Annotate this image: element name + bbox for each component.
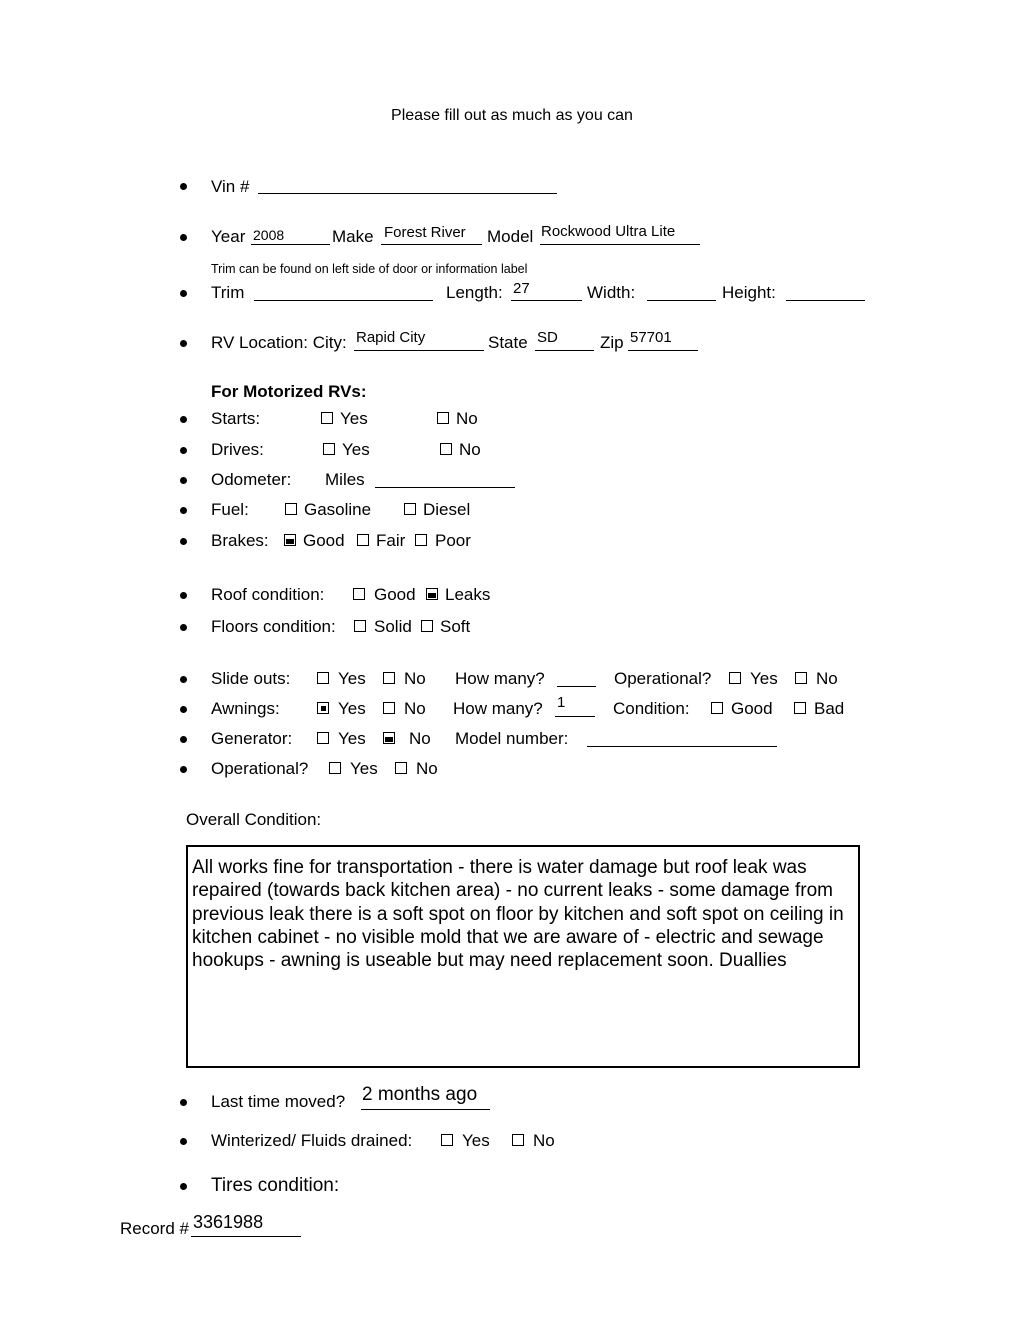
drives-yes-label: Yes bbox=[342, 440, 370, 459]
width-field[interactable] bbox=[647, 300, 716, 301]
awnings-no-label: No bbox=[404, 699, 426, 718]
slideouts-op-yes-label: Yes bbox=[750, 669, 778, 688]
state-field[interactable] bbox=[535, 350, 594, 351]
make-value: Forest River bbox=[384, 224, 466, 241]
brakes-poor-checkbox[interactable] bbox=[415, 534, 427, 546]
record-field[interactable] bbox=[191, 1236, 301, 1237]
city-field[interactable] bbox=[354, 350, 484, 351]
zip-field[interactable] bbox=[628, 350, 698, 351]
gen-operational-no-label: No bbox=[416, 759, 438, 778]
generator-no-label: No bbox=[409, 729, 431, 748]
state-value: SD bbox=[537, 329, 558, 346]
winterized-yes-checkbox[interactable] bbox=[441, 1134, 453, 1146]
starts-yes-label: Yes bbox=[340, 409, 368, 428]
awnings-yes-checkbox[interactable] bbox=[317, 702, 329, 714]
awnings-howmany-value: 1 bbox=[557, 694, 566, 711]
model-value: Rockwood Ultra Lite bbox=[541, 223, 676, 240]
length-value: 27 bbox=[513, 280, 530, 297]
fuel-diesel-checkbox[interactable] bbox=[404, 503, 416, 515]
winterized-no-label: No bbox=[533, 1131, 555, 1150]
zip-label: Zip bbox=[600, 333, 624, 352]
generator-no-checkbox[interactable] bbox=[383, 732, 395, 744]
bullet bbox=[180, 538, 187, 545]
width-label: Width: bbox=[587, 283, 636, 302]
year-label: Year bbox=[211, 227, 246, 246]
roof-good-checkbox[interactable] bbox=[353, 588, 365, 600]
gen-operational-yes-label: Yes bbox=[350, 759, 378, 778]
generator-yes-checkbox[interactable] bbox=[317, 732, 329, 744]
bullet bbox=[180, 1099, 187, 1106]
slideouts-label: Slide outs: bbox=[211, 669, 291, 688]
bullet bbox=[180, 477, 187, 484]
roof-label: Roof condition: bbox=[211, 585, 325, 604]
brakes-fair-label: Fair bbox=[376, 531, 406, 550]
roof-leaks-checkbox[interactable] bbox=[426, 588, 438, 600]
miles-field[interactable] bbox=[375, 487, 515, 488]
winterized-label: Winterized/ Fluids drained: bbox=[211, 1131, 413, 1150]
length-label: Length: bbox=[446, 283, 503, 302]
awnings-yes-label: Yes bbox=[338, 699, 366, 718]
roof-good-label: Good bbox=[374, 585, 416, 604]
awnings-bad-label: Bad bbox=[814, 699, 845, 718]
bullet bbox=[180, 676, 187, 683]
floors-soft-checkbox[interactable] bbox=[421, 620, 433, 632]
drives-yes-checkbox[interactable] bbox=[323, 443, 335, 455]
gen-operational-label: Operational? bbox=[211, 759, 309, 778]
tires-label: Tires condition: bbox=[211, 1175, 340, 1196]
year-field[interactable] bbox=[251, 244, 330, 245]
slideouts-howmany-field[interactable] bbox=[557, 686, 596, 687]
bullet bbox=[180, 592, 187, 599]
awnings-no-checkbox[interactable] bbox=[383, 702, 395, 714]
last-moved-label: Last time moved? bbox=[211, 1092, 346, 1111]
slideouts-op-no-checkbox[interactable] bbox=[795, 672, 807, 684]
last-moved-value: 2 months ago bbox=[362, 1084, 478, 1105]
generator-model-field[interactable] bbox=[587, 746, 777, 747]
height-field[interactable] bbox=[786, 300, 865, 301]
bullet bbox=[180, 290, 187, 297]
last-moved-field[interactable] bbox=[361, 1109, 490, 1110]
generator-label: Generator: bbox=[211, 729, 293, 748]
floors-soft-label: Soft bbox=[440, 617, 471, 636]
fuel-diesel-label: Diesel bbox=[423, 500, 471, 519]
zip-value: 57701 bbox=[630, 329, 672, 346]
bullet bbox=[180, 416, 187, 423]
slideouts-yes-label: Yes bbox=[338, 669, 366, 688]
bullet bbox=[180, 706, 187, 713]
odometer-label: Odometer: bbox=[211, 470, 292, 489]
bullet bbox=[180, 624, 187, 631]
fuel-gasoline-checkbox[interactable] bbox=[285, 503, 297, 515]
bullet bbox=[180, 1138, 187, 1145]
record-label: Record # bbox=[120, 1219, 189, 1238]
model-field[interactable] bbox=[540, 244, 700, 245]
drives-no-checkbox[interactable] bbox=[440, 443, 452, 455]
brakes-poor-label: Poor bbox=[435, 531, 471, 550]
motorized-heading: For Motorized RVs: bbox=[211, 382, 367, 401]
bullet bbox=[180, 766, 187, 773]
brakes-good-label: Good bbox=[303, 531, 345, 550]
city-value: Rapid City bbox=[356, 329, 426, 346]
brakes-good-checkbox[interactable] bbox=[284, 534, 296, 546]
awnings-howmany-label: How many? bbox=[453, 699, 543, 718]
miles-label: Miles bbox=[325, 470, 365, 489]
model-label: Model bbox=[487, 227, 534, 246]
slideouts-no-label: No bbox=[404, 669, 426, 688]
fuel-label: Fuel: bbox=[211, 500, 249, 519]
slideouts-no-checkbox[interactable] bbox=[383, 672, 395, 684]
overall-condition-text: All works fine for transportation - there is water damage but roof leak was repaired (towards back kitchen area) - no current leaks - some damage from previous leak there is a soft spot on floor by kitchen and soft spot on ceiling in kitchen cabinet - no visible mold that we are aware of - electric and sewage hookups - awning is useable but may need replacement soon. Duallies bbox=[192, 857, 844, 972]
drives-no-label: No bbox=[459, 440, 481, 459]
bullet bbox=[180, 183, 187, 190]
length-field[interactable] bbox=[511, 300, 582, 301]
location-label: RV Location: City: bbox=[211, 333, 347, 352]
overall-condition-label: Overall Condition: bbox=[186, 810, 322, 829]
floors-solid-label: Solid bbox=[374, 617, 412, 636]
make-label: Make bbox=[332, 227, 374, 246]
height-label: Height: bbox=[722, 283, 776, 302]
state-label: State bbox=[488, 333, 528, 352]
generator-yes-label: Yes bbox=[338, 729, 366, 748]
floors-solid-checkbox[interactable] bbox=[354, 620, 366, 632]
gen-operational-no-checkbox[interactable] bbox=[395, 762, 407, 774]
drives-label: Drives: bbox=[211, 440, 264, 459]
slideouts-howmany-label: How many? bbox=[455, 669, 545, 688]
trim-note: Trim can be found on left side of door or information label bbox=[211, 262, 528, 276]
roof-leaks-label: Leaks bbox=[445, 585, 491, 604]
winterized-yes-label: Yes bbox=[462, 1131, 490, 1150]
trim-field[interactable] bbox=[254, 300, 433, 301]
starts-no-label: No bbox=[456, 409, 478, 428]
trim-label: Trim bbox=[211, 283, 245, 302]
bullet bbox=[180, 447, 187, 454]
starts-label: Starts: bbox=[211, 409, 261, 428]
fuel-gasoline-label: Gasoline bbox=[304, 500, 372, 519]
bullet bbox=[180, 1183, 187, 1190]
vin-field[interactable] bbox=[258, 193, 557, 194]
bullet bbox=[180, 736, 187, 743]
generator-model-label: Model number: bbox=[455, 729, 569, 748]
awnings-bad-checkbox[interactable] bbox=[794, 702, 806, 714]
starts-no-checkbox[interactable] bbox=[437, 412, 449, 424]
slideouts-op-yes-checkbox[interactable] bbox=[729, 672, 741, 684]
slideouts-op-no-label: No bbox=[816, 669, 838, 688]
brakes-label: Brakes: bbox=[211, 531, 269, 550]
bullet bbox=[180, 340, 187, 347]
awnings-good-label: Good bbox=[731, 699, 773, 718]
bullet bbox=[180, 507, 187, 514]
awnings-label: Awnings: bbox=[211, 699, 280, 718]
page-title: Please fill out as much as you can bbox=[391, 107, 633, 124]
awnings-good-checkbox[interactable] bbox=[711, 702, 723, 714]
vin-label: Vin # bbox=[211, 177, 250, 196]
slideouts-operational-label: Operational? bbox=[614, 669, 712, 688]
winterized-no-checkbox[interactable] bbox=[512, 1134, 524, 1146]
awnings-condition-label: Condition: bbox=[613, 699, 690, 718]
year-value: 2008 bbox=[253, 227, 285, 243]
starts-yes-checkbox[interactable] bbox=[321, 412, 333, 424]
gen-operational-yes-checkbox[interactable] bbox=[329, 762, 341, 774]
slideouts-yes-checkbox[interactable] bbox=[317, 672, 329, 684]
awnings-howmany-field[interactable] bbox=[555, 716, 595, 717]
floors-label: Floors condition: bbox=[211, 617, 336, 636]
brakes-fair-checkbox[interactable] bbox=[357, 534, 369, 546]
make-field[interactable] bbox=[381, 244, 482, 245]
record-value: 3361988 bbox=[193, 1212, 264, 1232]
bullet bbox=[180, 234, 187, 241]
